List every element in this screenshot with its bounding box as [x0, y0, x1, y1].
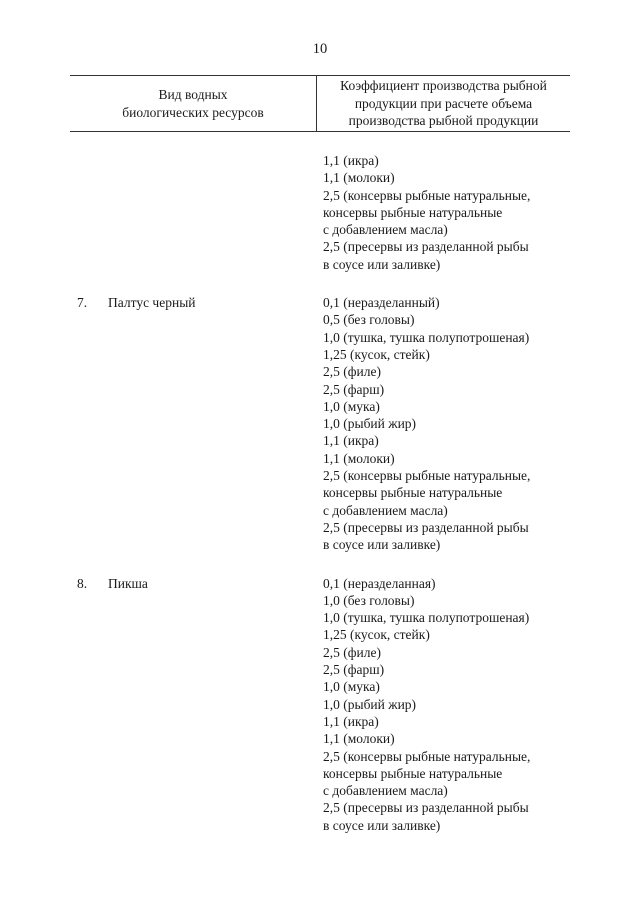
- coefficient-line: 2,5 (пресервы из разделанной рыбы: [323, 519, 529, 535]
- coefficient-line: консервы рыбные натуральные: [323, 485, 503, 501]
- coefficient-line: с добавлением масла): [323, 502, 448, 518]
- coefficient-list: [323, 294, 570, 553]
- coefficient-list: [323, 152, 570, 273]
- table-row: [70, 294, 570, 553]
- coefficient-line: 1,0 (без головы): [323, 592, 415, 608]
- row-number: 7.: [77, 295, 88, 311]
- coefficient-line: 1,0 (рыбий жир): [323, 416, 417, 432]
- coefficient-line: в соусе или заливке): [323, 256, 441, 272]
- coefficient-line: 2,5 (консервы рыбные натуральные,: [323, 468, 531, 484]
- coefficient-line: 1,0 (мука): [323, 679, 380, 695]
- coefficient-table: [70, 75, 570, 834]
- coefficient-line: 1,25 (кусок, стейк): [323, 346, 430, 362]
- coefficient-line: 2,5 (филе): [323, 364, 381, 380]
- coefficient-line: 1,0 (рыбий жир): [323, 696, 417, 712]
- coefficient-line: 1,0 (мука): [323, 398, 380, 414]
- coefficient-line: 1,1 (икра): [323, 433, 379, 449]
- coefficient-line: 2,5 (консервы рыбные натуральные,: [323, 748, 531, 764]
- coefficient-line: 1,1 (молоки): [323, 170, 395, 186]
- table-row: [70, 575, 570, 834]
- coefficient-line: 2,5 (консервы рыбные натуральные,: [323, 187, 531, 203]
- coefficient-line: в соусе или заливке): [323, 537, 441, 553]
- coefficient-line: 0,1 (неразделанная): [323, 575, 436, 591]
- table-header: [70, 75, 570, 132]
- coefficient-line: 1,1 (икра): [323, 713, 379, 729]
- coefficient-line: 1,1 (молоки): [323, 450, 395, 466]
- coefficient-line: с добавлением масла): [323, 783, 448, 799]
- coefficient-line: с добавлением масла): [323, 222, 448, 238]
- coefficient-line: 0,1 (неразделанный): [323, 295, 440, 311]
- coefficient-line: 2,5 (фарш): [323, 662, 385, 678]
- coefficient-line: в соусе или заливке): [323, 817, 441, 833]
- coefficient-line: консервы рыбные натуральные: [323, 765, 503, 781]
- coefficient-line: 0,5 (без головы): [323, 312, 415, 328]
- coefficient-line: 2,5 (филе): [323, 644, 381, 660]
- coefficient-line: 2,5 (пресервы из разделанной рыбы: [323, 239, 529, 255]
- coefficient-line: 1,25 (кусок, стейк): [323, 627, 430, 643]
- coefficient-line: 1,1 (молоки): [323, 731, 395, 747]
- coefficient-list: [323, 575, 570, 834]
- coefficient-line: консервы рыбные натуральные: [323, 204, 503, 220]
- header-species-column: Вид водных биологических ресурсов: [122, 87, 264, 120]
- coefficient-line: 1,0 (тушка, тушка полупотрошеная): [323, 329, 530, 345]
- table-body: [70, 152, 570, 834]
- coefficient-line: 1,0 (тушка, тушка полупотрошеная): [323, 610, 530, 626]
- row-number: 8.: [77, 575, 88, 591]
- page-number: 10: [312, 41, 328, 57]
- coefficient-line: 1,1 (икра): [323, 153, 379, 168]
- coefficient-line: 2,5 (пресервы из разделанной рыбы: [323, 800, 529, 816]
- table-row: [70, 152, 570, 273]
- species-name: Пикша: [108, 575, 148, 591]
- species-name: Палтус черный: [108, 295, 196, 311]
- coefficient-line: 2,5 (фарш): [323, 381, 385, 397]
- header-coefficient-column: Коэффициент производства рыбной продукции при расчете объема производства рыбной продукции: [340, 78, 547, 128]
